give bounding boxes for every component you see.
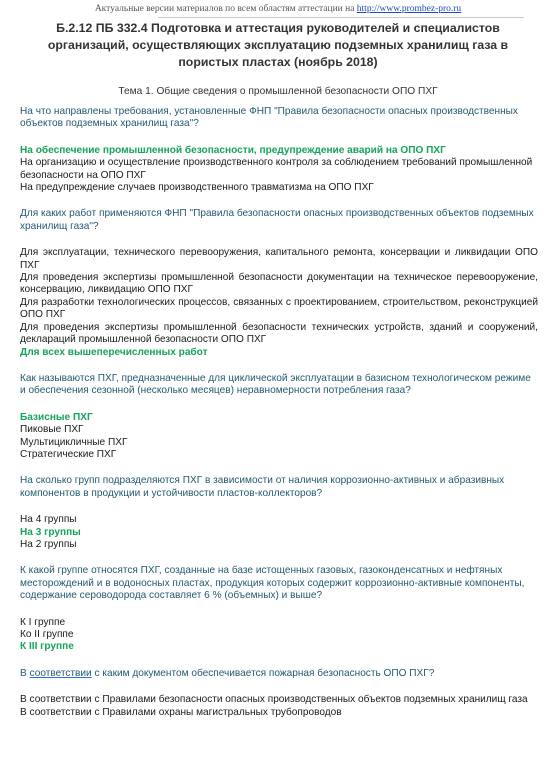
answer-item: На 3 группы	[20, 526, 81, 538]
answer-item: К I группе	[20, 616, 66, 628]
banner-text: Актуальные версии материалов по всем областям аттестации на	[94, 4, 355, 14]
answer-item: На 4 группы	[20, 514, 77, 526]
questions-list	[20, 106, 538, 719]
banner-divider	[158, 17, 524, 18]
answer-item: На предупреждение случаев производственного травматизма на ОПО ПХГ	[20, 182, 374, 194]
source-banner	[0, 0, 556, 22]
question-text: Как называются ПХГ, предназначенные для циклической эксплуатации в базисном технологическом режиме и обеспечения сезонной (несколько месяцев) неравномерности потребления газа?	[20, 372, 531, 397]
answer-item: Для проведения экспертизы промышленной безопасности документации на техническое перевооружение, консервацию, ликвидацию ОПО ПХГ	[20, 272, 538, 296]
answer-item: В соответствии с Правилами безопасности опасных производственных объектов подземных хранилищ газа	[20, 694, 528, 706]
topic-heading: Тема 1. Общие сведения о промышленной безопасности ОПО ПХГ	[118, 86, 438, 97]
question-text-underlined: соответствии	[29, 667, 92, 679]
question-text: Для каких работ применяются ФНП "Правила безопасности опасных производственных объектов подземных хранилищ газа"?	[20, 208, 534, 232]
answer-item: Ко II группе	[20, 629, 74, 640]
answer-item: К III группе	[20, 641, 74, 653]
answer-item: Для всех вышеперечисленных работ	[20, 346, 208, 358]
answer-item: Для разработки технологических процессов, связанных с проектированием, строительством, реконструкцией ОПО ПХГ	[20, 296, 538, 321]
question-text-prefix: В	[20, 667, 30, 679]
answer-item: Пиковые ПХГ	[20, 424, 84, 436]
banner-link[interactable]: http://www.prombez-pro.ru	[356, 4, 462, 14]
answer-item: На организацию и осуществление производственного контроля за соблюдением требований промышленной безопасности на ОПО ПХГ	[20, 157, 533, 181]
answer-item: Для эксплуатации, технического перевооружения, капитального ремонта, консервации и ликвидации ОПО ПХГ	[20, 247, 538, 271]
document-title: Б.2.12 ПБ 332.4 Подготовка и аттестация руководителей и специалистов организаций, осуществляющих эксплуатацию подземных хранилищ газа в пористых пластах (ноябрь 2018)	[47, 21, 509, 69]
question-text-suffix: с каким документом обеспечивается пожарная безопасность ОПО ПХГ?	[91, 667, 435, 679]
answer-item: На 2 группы	[20, 538, 77, 550]
answer-item: Базисные ПХГ	[20, 411, 93, 423]
question-text: К какой группе относятся ПХГ, созданные на базе истощенных газовых, газоконденсатных и нефтяных месторождений и в водоносных пластах, продукция которых содержит коррозионно-активные компоненты, содержание сероводорода составляет 6 % (объемных) и выше?	[20, 565, 525, 602]
answer-item: Стратегические ПХГ	[20, 448, 117, 460]
question-text	[20, 668, 538, 680]
answer-item: Для проведения экспертизы промышленной безопасности технических устройств, зданий и сооружений, деклараций промышленной безопасности ОПО ПХГ	[20, 321, 538, 346]
answer-item: В соответствии с Правилами охраны магистральных трубопроводов	[20, 706, 342, 718]
answer-item: На обеспечение промышленной безопасности, предупреждение аварий на ОПО ПХГ	[20, 144, 446, 156]
answer-item: Мультицикличные ПХГ	[20, 436, 128, 448]
question-text: На сколько групп подразделяются ПХГ в зависимости от наличия коррозионно-активных и абразивных компонентов в продукции и устойчивости пластов-коллекторов?	[20, 475, 505, 499]
question-text: На что направлены требования, установленные ФНП "Правила безопасности опасных производственных объектов подземных хранилищ газа"?	[20, 106, 518, 130]
